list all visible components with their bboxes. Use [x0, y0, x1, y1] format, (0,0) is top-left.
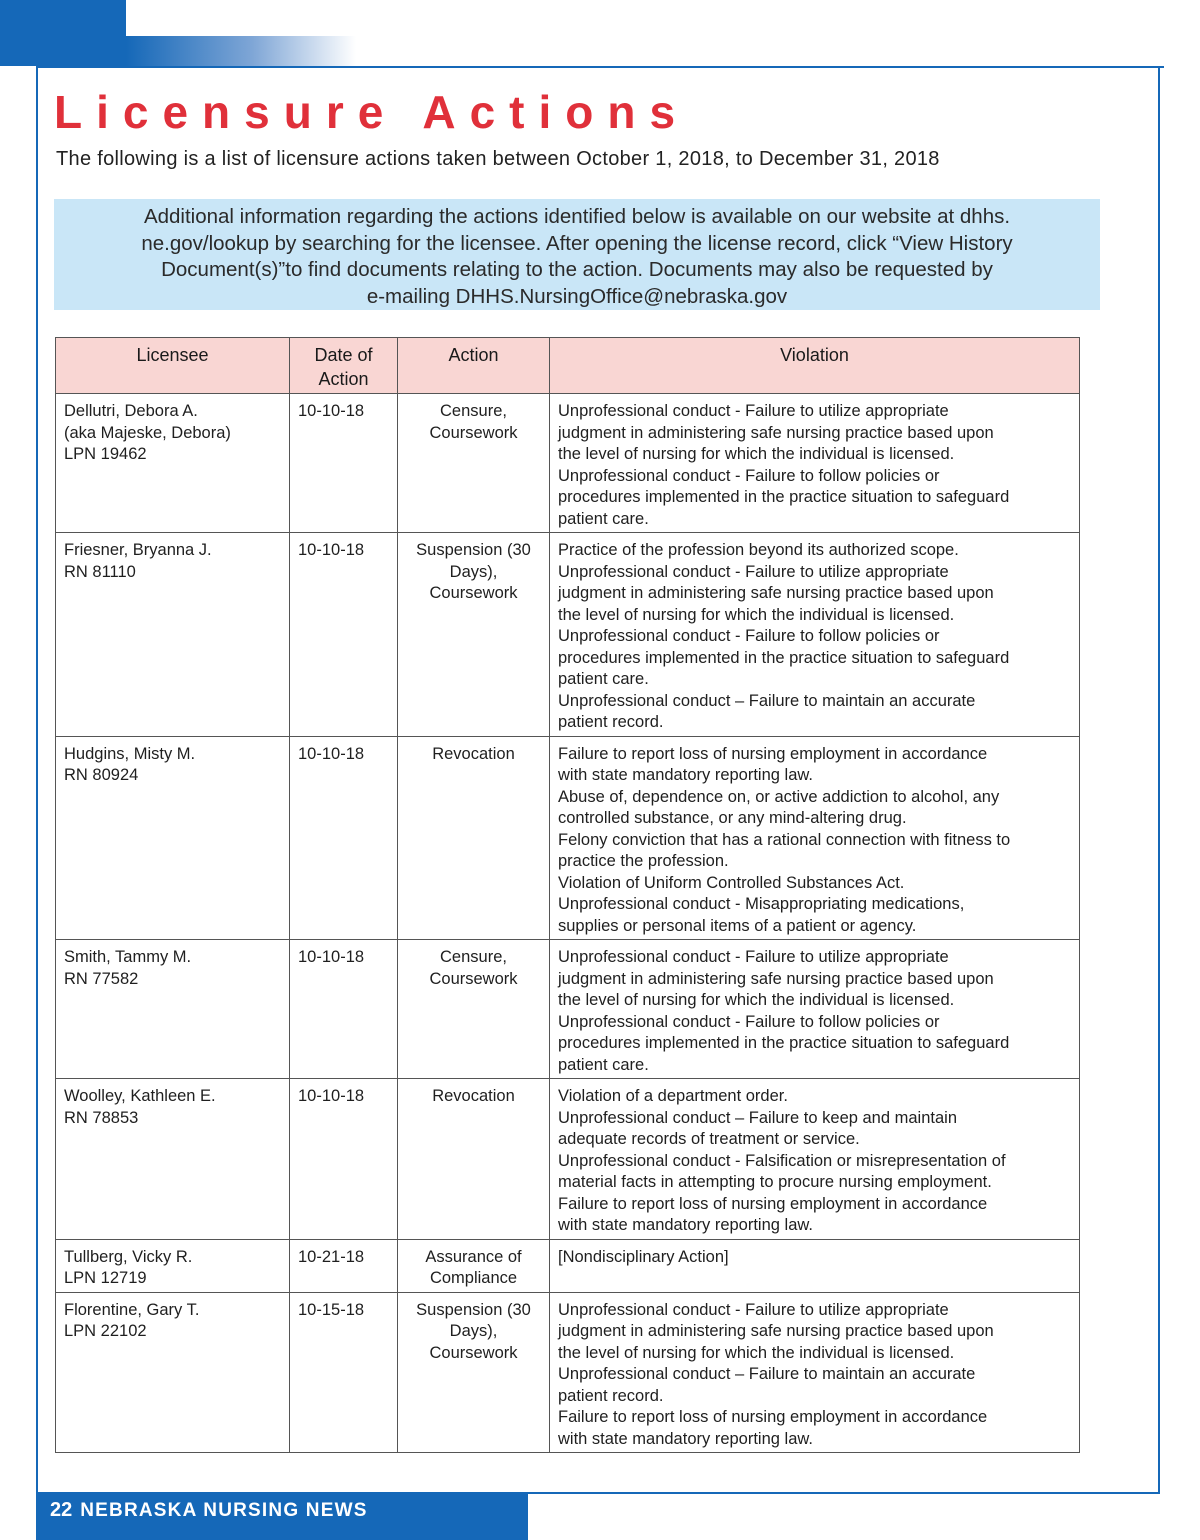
licensee-line: Smith, Tammy M.	[64, 948, 192, 966]
licensee-line: Friesner, Bryanna J.	[64, 541, 212, 559]
violation-line: Unprofessional conduct - Failure to utilize appropriate	[558, 402, 949, 420]
violation-line: practice the profession.	[558, 852, 729, 870]
licensee-cell	[56, 1079, 290, 1240]
violation-cell	[550, 736, 1080, 940]
licensee-cell	[56, 533, 290, 737]
violation-line: Unprofessional conduct – Failure to maintain an accurate	[558, 691, 976, 710]
violation-line: Failure to report loss of nursing employment in accordance	[558, 744, 988, 763]
date-cell: 10-10-18	[290, 394, 398, 533]
date-cell: 10-10-18	[290, 1079, 398, 1240]
date-cell: 10-10-18	[290, 736, 398, 940]
date-cell: 10-10-18	[290, 533, 398, 737]
date-cell: 10-15-18	[290, 1292, 398, 1453]
violation-line: Unprofessional conduct - Failure to utilize appropriate	[558, 948, 949, 966]
violation-line: controlled substance, or any mind-altering drug.	[558, 809, 907, 827]
violation-line: patient care.	[558, 670, 649, 688]
violation-line: judgment in administering safe nursing practice based upon	[558, 1322, 994, 1340]
header-violation: Violation	[550, 338, 1080, 394]
page-subtitle: The following is a list of licensure actions taken between October 1, 2018, to December 31, 2018	[56, 148, 940, 170]
violation-line: Unprofessional conduct - Failure to follow policies or	[558, 1012, 940, 1031]
licensee-cell	[56, 394, 290, 533]
action-cell	[398, 533, 550, 737]
violation-line: Felony conviction that has a rational connection with fitness to	[558, 830, 1011, 849]
violation-line: the level of nursing for which the individual is licensed.	[558, 605, 955, 624]
table-row	[56, 736, 1080, 940]
licensee-line: LPN 22102	[64, 1322, 147, 1340]
corner-accent-block	[0, 0, 126, 66]
violation-line: patient care.	[558, 509, 649, 528]
violation-line: [Nondisciplinary Action]	[558, 1247, 729, 1266]
violation-line: patient care.	[558, 1055, 649, 1074]
violation-cell	[550, 1239, 1080, 1292]
violation-line: the level of nursing for which the individual is licensed.	[558, 1343, 955, 1362]
table-row	[56, 1239, 1080, 1292]
table-row	[56, 533, 1080, 737]
violation-line: Unprofessional conduct – Failure to maintain an accurate	[558, 1365, 976, 1383]
table-header-row	[56, 338, 1080, 394]
table-body	[56, 394, 1080, 1453]
licensee-line: RN 77582	[64, 969, 139, 988]
action-cell	[398, 1239, 550, 1292]
licensee-line: (aka Majeske, Debora)	[64, 423, 231, 442]
action-line: Assurance of	[425, 1247, 522, 1266]
date-cell: 10-10-18	[290, 940, 398, 1079]
action-line: Censure,	[440, 402, 507, 420]
violation-line: with state mandatory reporting law.	[558, 1429, 813, 1448]
violation-line: supplies or personal items of a patient or agency.	[558, 916, 917, 935]
action-line: Compliance	[429, 1269, 518, 1287]
violation-line: procedures implemented in the practice situation to safeguard	[558, 488, 1010, 506]
violation-line: Practice of the profession beyond its authorized scope.	[558, 541, 959, 559]
violation-line: Unprofessional conduct - Falsification or misrepresentation of	[558, 1151, 1006, 1170]
action-cell	[398, 1292, 550, 1453]
violation-line: Failure to report loss of nursing employment in accordance	[558, 1408, 988, 1426]
table-row	[56, 1292, 1080, 1453]
violation-line: Unprofessional conduct - Failure to follow policies or	[558, 627, 940, 645]
info-line: e-mailing DHHS.NursingOffice@nebraska.gov	[366, 284, 788, 308]
violation-line: patient record.	[558, 713, 664, 731]
violation-cell	[550, 533, 1080, 737]
violation-cell	[550, 1079, 1080, 1240]
violation-cell	[550, 940, 1080, 1079]
date-cell: 10-21-18	[290, 1239, 398, 1292]
violation-line: Unprofessional conduct - Failure to follow policies or	[558, 466, 940, 485]
violation-line: judgment in administering safe nursing practice based upon	[558, 423, 994, 442]
licensee-line: LPN 19462	[64, 445, 147, 463]
licensee-line: Tullberg, Vicky R.	[64, 1247, 193, 1266]
violation-line: with state mandatory reporting law.	[558, 766, 813, 784]
header-date	[290, 338, 398, 394]
licensure-actions-table	[55, 337, 1080, 1453]
action-line: Days),	[449, 562, 498, 581]
info-box	[54, 199, 1100, 310]
table-row	[56, 394, 1080, 533]
violation-line: the level of nursing for which the individual is licensed.	[558, 991, 955, 1009]
info-line: Document(s)”to find documents relating to the action. Documents may also be requested by	[161, 258, 993, 281]
action-line: Coursework	[429, 969, 518, 988]
violation-line: Unprofessional conduct - Failure to utilize appropriate	[558, 1300, 949, 1319]
licensee-line: RN 78853	[64, 1108, 139, 1127]
violation-line: Unprofessional conduct – Failure to keep and maintain	[558, 1108, 957, 1127]
licensee-line: RN 80924	[64, 766, 139, 784]
licensee-cell	[56, 736, 290, 940]
action-line: Coursework	[429, 1343, 518, 1362]
violation-cell	[550, 1292, 1080, 1453]
violation-line: procedures implemented in the practice situation to safeguard	[558, 1034, 1010, 1052]
action-line: Censure,	[440, 948, 507, 966]
action-line: Revocation	[432, 1087, 515, 1105]
info-line: ne.gov/lookup by searching for the licensee. After opening the license record, click “View History	[141, 231, 1013, 255]
action-line: Suspension (30	[416, 1300, 531, 1319]
action-cell	[398, 394, 550, 533]
violation-line: with state mandatory reporting law.	[558, 1216, 813, 1234]
licensee-line: Florentine, Gary T.	[64, 1300, 200, 1319]
violation-line: Violation of a department order.	[558, 1087, 788, 1105]
violation-line: patient record.	[558, 1386, 664, 1405]
header-action: Action	[398, 338, 550, 394]
page-frame-top-left	[36, 66, 126, 68]
violation-line: procedures implemented in the practice situation to safeguard	[558, 648, 1010, 667]
action-line: Coursework	[429, 423, 518, 442]
header-licensee: Licensee	[56, 338, 290, 394]
page-title: Licensure Actions	[54, 86, 690, 138]
violation-line: Failure to report loss of nursing employment in accordance	[558, 1194, 988, 1213]
licensee-line: RN 81110	[64, 562, 136, 581]
licensee-cell	[56, 1292, 290, 1453]
violation-line: judgment in administering safe nursing practice based upon	[558, 969, 994, 988]
action-line: Coursework	[429, 584, 518, 602]
violation-line: adequate records of treatment or service.	[558, 1130, 860, 1148]
licensee-line: LPN 12719	[64, 1269, 147, 1287]
violation-line: Unprofessional conduct - Failure to utilize appropriate	[558, 562, 949, 581]
action-cell	[398, 736, 550, 940]
page-frame-top	[126, 66, 1164, 68]
violation-line: Violation of Uniform Controlled Substances Act.	[558, 873, 905, 892]
violation-cell	[550, 394, 1080, 533]
action-cell	[398, 1079, 550, 1240]
info-line: Additional information regarding the actions identified below is available on our website at dhhs.	[143, 205, 1011, 228]
header-date-line: Date of	[314, 345, 373, 365]
action-cell	[398, 940, 550, 1079]
violation-line: material facts in attempting to procure nursing employment.	[558, 1173, 992, 1191]
violation-line: judgment in administering safe nursing practice based upon	[558, 584, 994, 602]
licensee-cell	[56, 940, 290, 1079]
action-line: Days),	[449, 1322, 498, 1340]
page-number: 22	[50, 1499, 73, 1521]
table-row	[56, 940, 1080, 1079]
action-line: Revocation	[432, 744, 515, 763]
action-line: Suspension (30	[416, 541, 531, 559]
licensee-line: Hudgins, Misty M.	[64, 744, 196, 763]
licensee-line: Dellutri, Debora A.	[64, 402, 198, 420]
footer	[50, 1499, 368, 1522]
licensee-cell	[56, 1239, 290, 1292]
licensee-line: Woolley, Kathleen E.	[64, 1087, 216, 1105]
publication-name: NEBRASKA NURSING NEWS	[80, 1500, 368, 1521]
table-row	[56, 1079, 1080, 1240]
violation-line: the level of nursing for which the individual is licensed.	[558, 445, 955, 463]
corner-accent-gradient	[126, 36, 356, 66]
violation-line: Abuse of, dependence on, or active addiction to alcohol, any	[558, 787, 1000, 806]
violation-line: Unprofessional conduct - Misappropriating medications,	[558, 895, 965, 913]
header-date-line: Action	[318, 369, 369, 389]
